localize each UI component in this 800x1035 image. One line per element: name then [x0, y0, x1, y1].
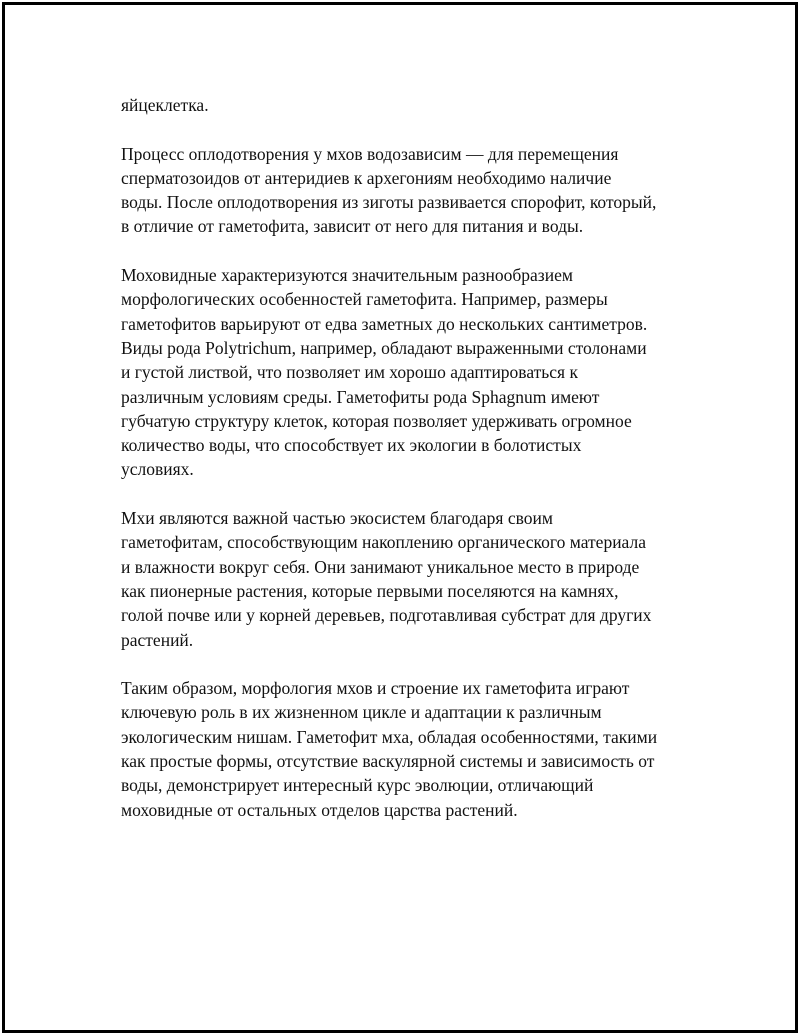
text-line: и густой листвой, что позволяет им хорошо адаптироваться к [121, 362, 578, 383]
text-line: экологическим нишам. Гаметофит мха, обладая особенностями, такими [121, 726, 658, 747]
text-line: Виды рода Polytrichum, например, обладают выраженными столонами [121, 337, 647, 358]
text-line: как простые формы, отсутствие васкулярной системы и зависимость от [121, 751, 655, 772]
text-line: количество воды, что способствует их экологии в болотистых [121, 435, 582, 456]
paragraph-3 [121, 263, 721, 482]
text-line: морфологических особенностей гаметофита. Например, размеры [121, 289, 608, 310]
paragraph-2 [121, 142, 721, 239]
text-line: яйцеклетка. [121, 95, 209, 115]
text-line: воды. После оплодотворения из зиготы развивается спорофит, который, [121, 192, 657, 213]
text-line: гаметофитам, способствующим накоплению органического материала [121, 532, 646, 553]
text-line: воды, демонстрирует интересный курс эволюции, отличающий [121, 775, 594, 796]
text-line: Таким образом, морфология мхов и строение их гаметофита играют [121, 678, 630, 699]
text-line: в отличие от гаметофита, зависит от него для питания и воды. [121, 216, 584, 237]
paragraph-5 [121, 676, 721, 822]
text-line: сперматозоидов от антеридиев к архегониям необходимо наличие [121, 167, 612, 188]
document-page [2, 2, 798, 1033]
text-line: различным условиям среды. Гаметофиты рода Sphagnum имеют [121, 386, 600, 407]
text-line: гаметофитов варьируют от едва заметных до нескольких сантиметров. [121, 313, 648, 334]
text-line: и влажности вокруг себя. Они занимают уникальное место в природе [121, 556, 640, 577]
text-line: Процесс оплодотворения у мхов водозависим — для перемещения [121, 143, 619, 164]
text-line: Моховидные характеризуются значительным разнообразием [121, 265, 573, 286]
paragraph-4 [121, 506, 721, 652]
text-line: как пионерные растения, которые первыми поселяются на камнях, [121, 580, 619, 601]
text-line: условиях. [121, 459, 194, 480]
text-line: голой почве или у корней деревьев, подготавливая субстрат для других [121, 605, 652, 626]
text-line: растений. [121, 629, 194, 650]
text-line: моховидные от остальных отделов царства растений. [121, 799, 518, 820]
text-line: губчатую структуру клеток, которая позволяет удерживать огромное [121, 410, 632, 431]
paragraph-1 [121, 93, 721, 117]
text-line: ключевую роль в их жизненном цикле и адаптации к различным [121, 702, 602, 723]
document-body [121, 93, 721, 846]
text-line: Мхи являются важной частью экосистем благодаря своим [121, 508, 553, 529]
